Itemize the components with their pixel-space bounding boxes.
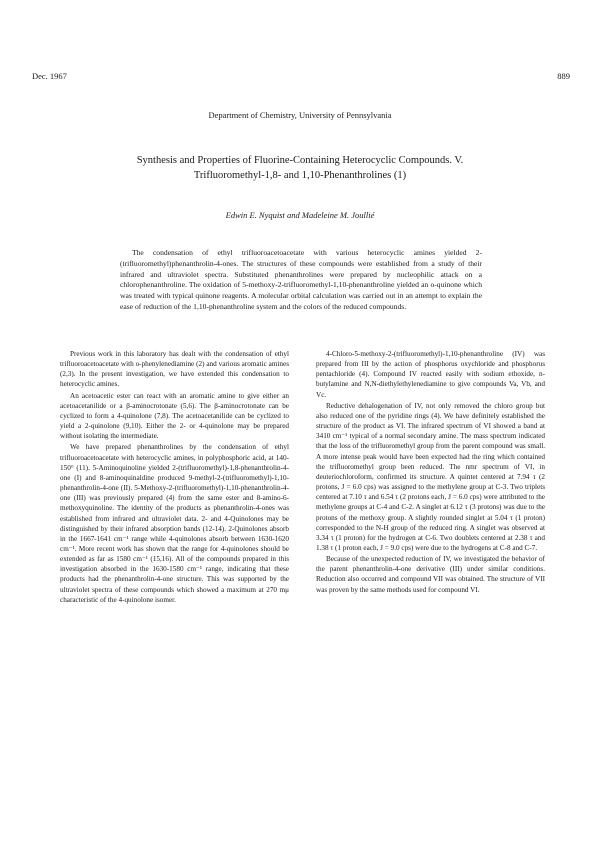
body-paragraph: 4-Chloro-5-methoxy-2-(trifluoromethyl)-1,10-phenanthroline (IV) was prepared from III by the action of phosphorus oxychloride and phosphorus pentachloride (4). Compound IV reacted easily with sodium ethoxide, n-butylamine and N,N-diethylethylenediamine to give compounds Va, Vb, and Vc.: [316, 350, 545, 399]
title-line-2: Trifluoromethyl-1,8- and 1,10-Phenanthrolines (1): [193, 170, 407, 181]
body-paragraph: An acetoacetic ester can react with an aromatic amine to give either an acetoacetanilide or a β-aminocrotonate (5,6). The β-aminocrotonate can be cyclized to form a 4-quinolone (7,8). The acetoacetanilide can be cyclized to yield a 2-quinolone (9,10). Either the 2- or 4-quinolone may be prepared without isolating the intermediate.: [60, 391, 289, 441]
body-paragraph: Previous work in this laboratory has dealt with the condensation of ethyl trifluoroacetoacetate with o-phenylenediamine (2) and various aromatic amines (2,3). In the present investigation, we have extended this condensation to heterocyclic amines.: [60, 350, 289, 389]
right-column: [316, 349, 545, 595]
author-list: Edwin E. Nyquist and Madeleine M. Joullié: [225, 210, 375, 220]
abstract-text: The condensation of ethyl trifluoroacetoacetate with various heterocyclic amines yielded 2-(trifluoromethyl)phenanthrolin-4-ones. The structures of these compounds were established from a study of their infrared and ultraviolet spectra. Substituted phenanthrolines were prepared by nucleophilic attack on a chlorophenanthroline. The oxidation of 5-methoxy-2-trifluoromethyl-1,10-phenanthroline yielded an o-quinone which was treated with typical quinone reagents. A molecular orbital calculation was carried out in an attempt to explain the ease of reduction of the 1,10-phenanthroline system and the colors of the reduced compounds.: [120, 248, 482, 311]
paper-title: [60, 153, 540, 183]
left-column: [60, 349, 289, 605]
body-paragraph: Because of the unexpected reduction of IV, we investigated the behavior of the parent phenanthrolin-4-one derivative (III) under similar conditions. Reduction also occurred and compound VII was obtained. The structure of VII was proven by the same methods used for compound VI.: [316, 555, 545, 594]
header-page-number: 889: [557, 71, 570, 81]
body-paragraph: We have prepared phenanthrolines by the condensation of ethyl trifluoroacetoacetate with heterocyclic amines, in polyphosphoric acid, at 140-150° (11). 5-Aminoquinoline yielded 2-(trifluoromethyl)-1,8-phenanthrolin-4-one (I) and 8-aminoquinaldine produced 9-methyl-2-(trifluoromethyl)-1,10-phenanthrolin-4-one (II). 5-Methoxy-2-(trifluoromethyl)-1,10-phenanthrolin-4-one (III) was previously prepared (4) from the same ester and 8-amino-6-methoxyquinoline. The identity of the products as phenanthrolin-4-ones was established from infrared and ultraviolet data. 2- and 4-Quinolones may be distinguished by their infrared absorption bands (12-14). 2-Quinolones absorb in the 1667-1641 cm⁻¹ range while 4-quinolones absorb between 1630-1620 cm⁻¹. More recent work has shown that the range for 4-quinolones should be extended as far as 1580 cm⁻¹ (15,16). All of the compounds prepared in this investigation absorbed in the 1630-1580 cm⁻¹ range, indicating that these products had the phenanthrolin-4-one structure. This was supported by the ultraviolet spectra of these compounds which showed a maximum at 270 mμ characteristic of the 4-quinolone isomer.: [60, 443, 289, 604]
body-paragraph: Reductive dehalogenation of IV, not only removed the chloro group but also reduced one of the pyridine rings (4). We have definitely established the structure of the product as VI. The infrared spectrum of VI showed a band at 3410 cm⁻¹ typical of a normal secondary amine. The mass spectrum indicated that the loss of the trifluoromethyl group from the parent compound was small. A more intense peak would have been expected had the ring which contained the trifluoromethyl group been reduced. The nmr spectrum of VI, in deuteriochloroform, confirmed its structure. A quintet centered at 7.94 τ (2 protons, J = 6.0 cps) was assigned to the methylene group at C-3. Two triplets centered at 7.10 τ and 6.54 τ (2 protons each, J = 6.0 cps) were attributed to the methylene groups at C-4 and C-2. A singlet at 6.12 τ (3 protons) was due to the protons of the methoxy group. A slightly rounded singlet at 5.04 τ (1 proton) corresponded to the N-H group of the reduced ring. A singlet was observed at 3.34 τ (1 proton) for the hydrogen at C-6. Two doublets centered at 2.38 τ and 1.38 τ (1 proton each, J = 9.0 cps) were due to the hydrogens at C-8 and C-7.: [316, 401, 545, 552]
abstract: [120, 248, 482, 313]
department-affiliation: Department of Chemistry, University of Pennsylvania: [208, 110, 392, 120]
title-line-1: Synthesis and Properties of Fluorine-Containing Heterocyclic Compounds. V.: [136, 155, 464, 166]
header-date: Dec. 1967: [32, 71, 67, 81]
